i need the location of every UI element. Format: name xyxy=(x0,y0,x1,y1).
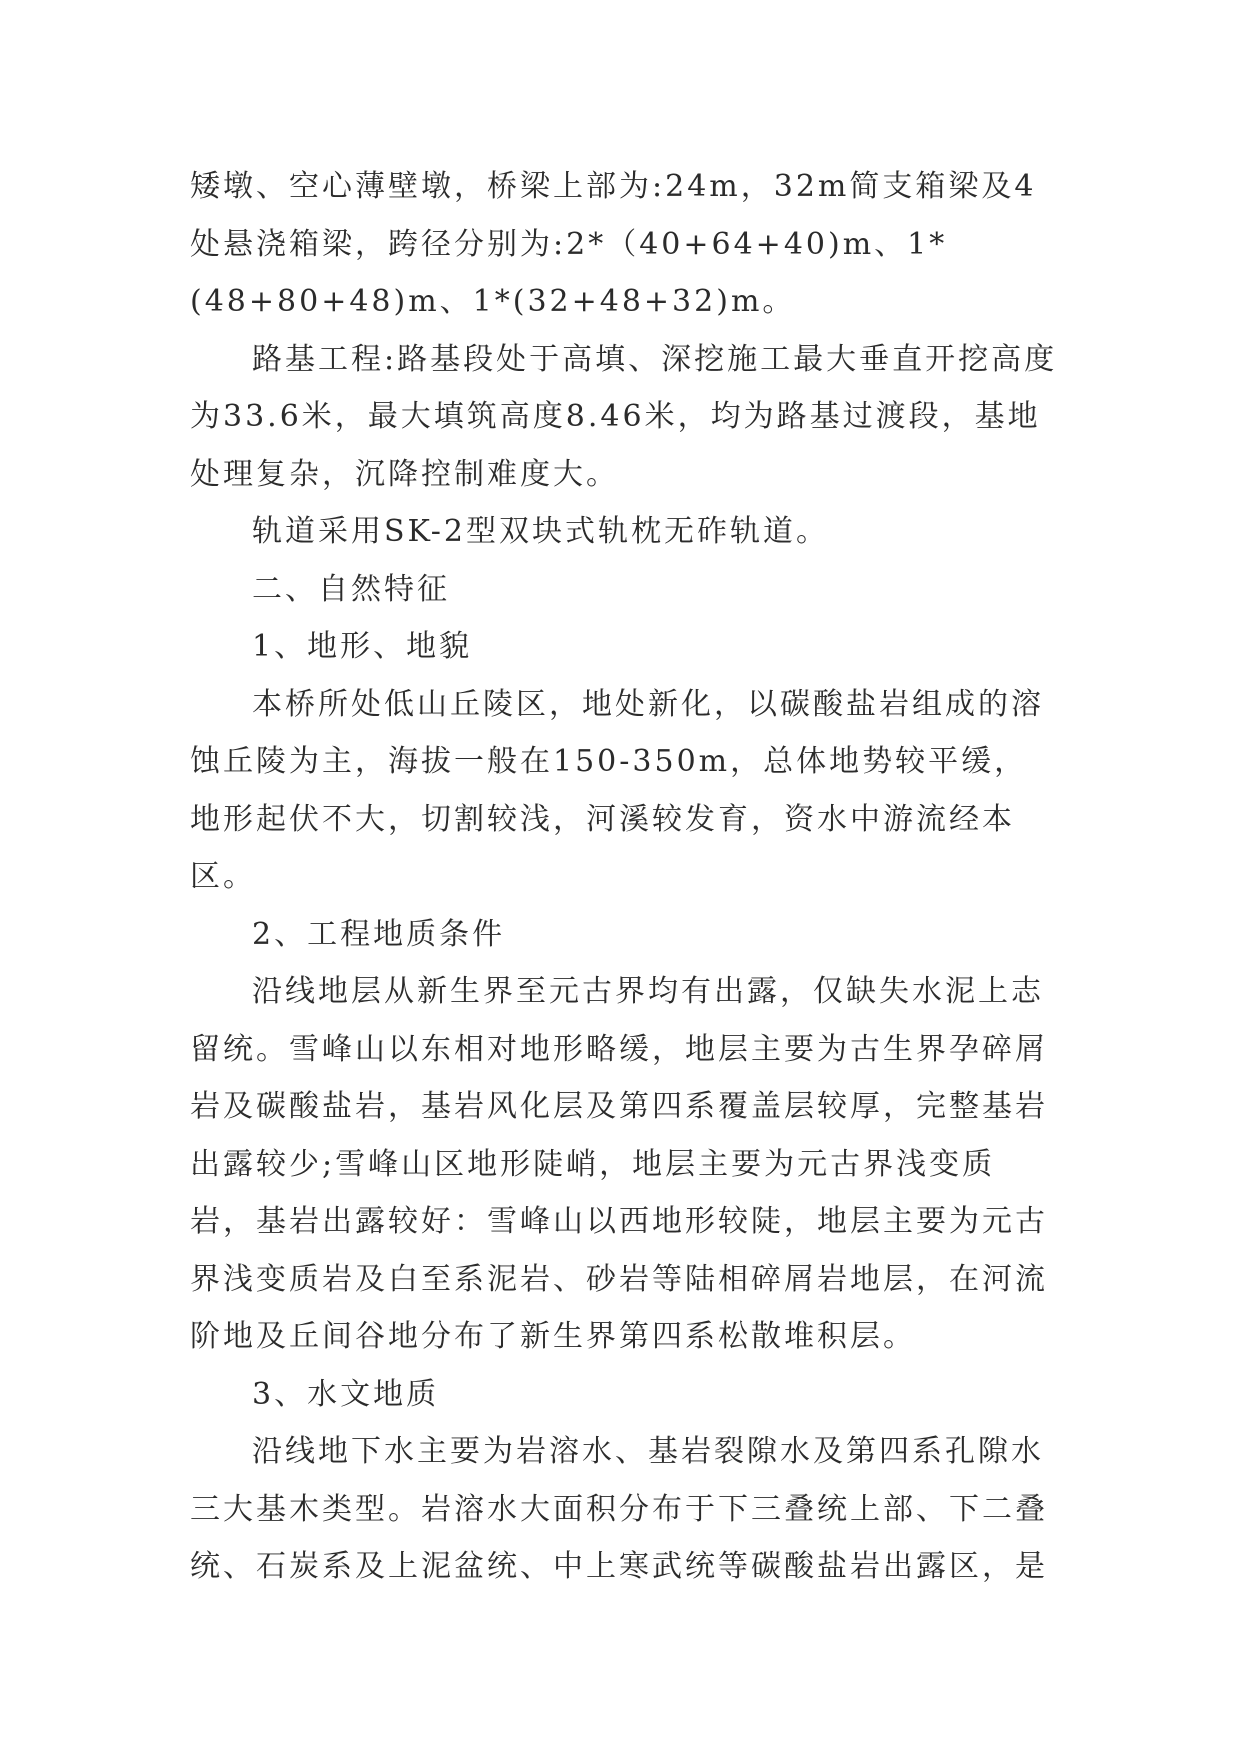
heading-natural-features: 二、自然特征 xyxy=(252,571,450,607)
paragraph-geology: 沿线地层从新生界至元古界均有出露，仅缺失水泥上志留统。雪峰山以东相对地形略缓，地层主要为古生界孕碎屑岩及碳酸盐岩，基岩风化层及第四系覆盖层较厚，完整基岩出露较少;雪峰山区地形陡峭，地层主要为元古界浅变质岩，基岩出露较好：雪峰山以西地形较陡，地层主要为元古界浅变质岩及白至系泥岩、砂岩等陆相碎屑岩地层，在河流阶地及丘间谷地分布了新生界第四系松散堆积层。 xyxy=(190,974,1048,1354)
paragraph-hydrogeology: 沿线地下水主要为岩溶水、基岩裂隙水及第四系孔隙水三大基木类型。岩溶水大面积分布于下三叠统上部、下二叠统、石炭系及上泥盆统、中上寒武统等碳酸盐岩出露区，是 xyxy=(190,1434,1048,1584)
heading-terrain: 1、地形、地貌 xyxy=(252,629,473,664)
document-body xyxy=(190,158,1060,1596)
heading-hydrogeology: 3、水文地质 xyxy=(252,1376,440,1412)
paragraph-bridge-superstructure: 矮墩、空心薄壁墩，桥梁上部为:24m，32m简支箱梁及4处悬浇箱梁，跨径分别为:2*（40+64+40)m、1*(48+80+48)m、1*(32+48+32)m。 xyxy=(190,169,1037,319)
paragraph-track: 轨道采用SK-2型双块式轨枕无砟轨道。 xyxy=(252,514,830,549)
paragraph-subgrade-engineering: 路基工程:路基段处于高填、深挖施工最大垂直开挖高度为33.6米，最大填筑高度8.46米，均为路基过渡段，基地处理复杂，沉降控制难度大。 xyxy=(190,341,1058,492)
heading-geology: 2、工程地质条件 xyxy=(252,916,506,952)
paragraph-terrain: 本桥所处低山丘陵区，地处新化，以碳酸盐岩组成的溶蚀丘陵为主，海拔一般在150-350m，总体地势较平缓，地形起伏不大，切割较浅，河溪较发育，资水中游流经本区。 xyxy=(190,686,1044,894)
